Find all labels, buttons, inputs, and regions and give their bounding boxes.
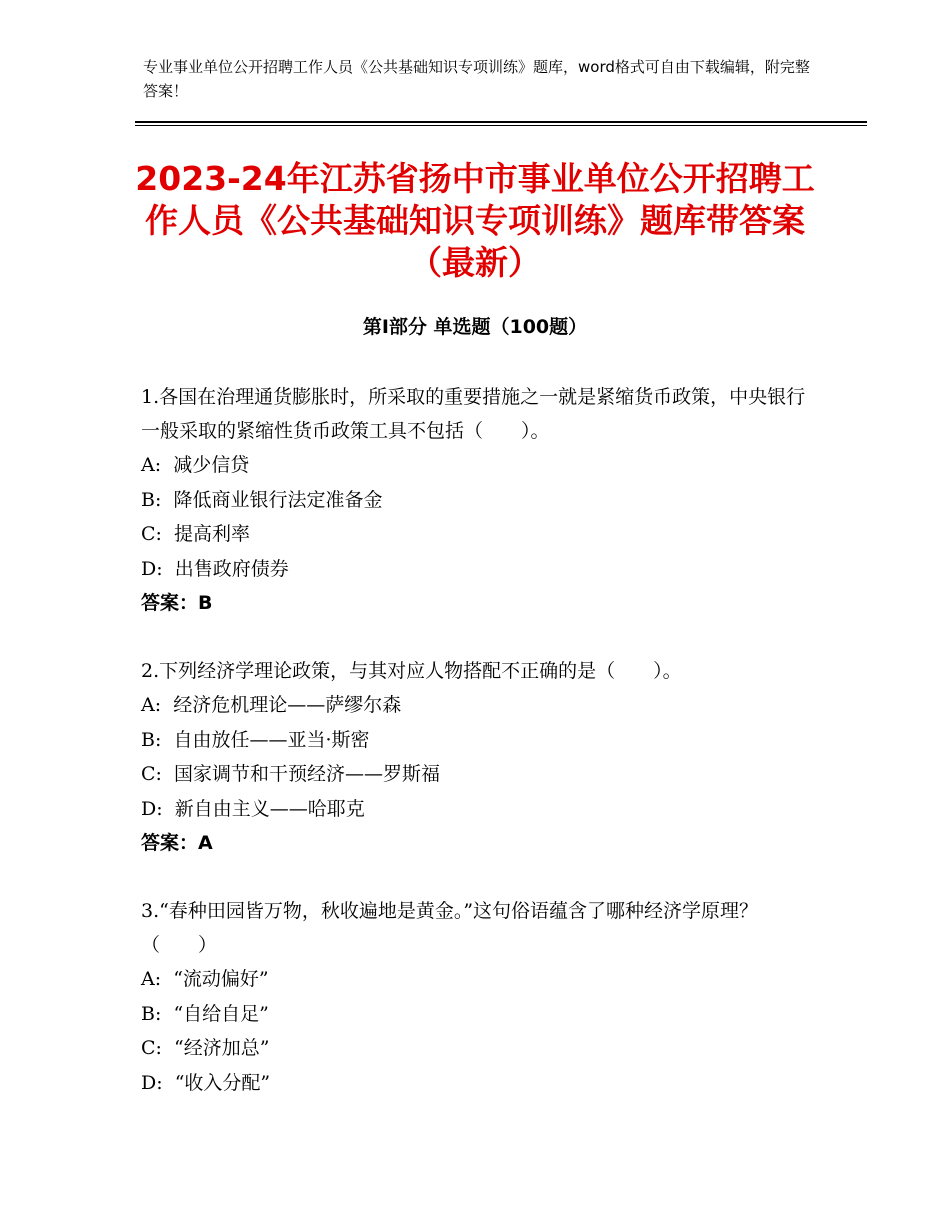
option-a: A: 减少信贷 <box>141 454 250 476</box>
header-divider-thick <box>135 121 867 123</box>
option-c: C: 国家调节和干预经济——罗斯福 <box>141 763 441 785</box>
question-stem: 1.各国在治理通货膨胀时，所采取的重要措施之一就是紧缩货币政策，中央银行一般采取的紧缩性货币政策工具不包括（ ）。 <box>141 386 806 442</box>
question-list <box>141 380 821 1134</box>
header-note: 专业事业单位公开招聘工作人员《公共基础知识专项训练》题库，word格式可自由下载编辑，附完整答案！ <box>143 58 810 100</box>
question-stem: 3.“春种田园皆万物，秋收遍地是黄金。”这句俗语蕴含了哪种经济学原理？（ ） <box>141 900 759 956</box>
header-divider-thin <box>135 125 867 126</box>
question-2 <box>141 654 821 860</box>
option-d: D: 新自由主义——哈耶克 <box>141 797 365 820</box>
option-a: A: 经济危机理论——萨缪尔森 <box>141 694 402 716</box>
option-b: B: “自给自足” <box>141 1002 269 1025</box>
option-d: D: 出售政府债券 <box>141 557 289 580</box>
option-c: C: “经济加总” <box>141 1037 270 1059</box>
answer-label: 答案：B <box>141 592 213 614</box>
section-title: 第Ⅰ部分 单选题（100题） <box>362 316 588 338</box>
answer-label: 答案：A <box>141 832 213 854</box>
option-a: A: “流动偏好” <box>141 968 269 990</box>
option-d: D: “收入分配” <box>141 1071 271 1094</box>
option-c: C: 提高利率 <box>141 523 251 545</box>
question-stem: 2.下列经济学理论政策，与其对应人物搭配不正确的是（ ）。 <box>141 660 682 682</box>
question-1 <box>141 380 821 620</box>
option-b: B: 降低商业银行法定准备金 <box>141 488 383 511</box>
document-title: 2023-24年江苏省扬中市事业单位公开招聘工作人员《公共基础知识专项训练》题库带答案（最新） <box>135 159 815 282</box>
question-3 <box>141 894 821 1100</box>
option-b: B: 自由放任——亚当·斯密 <box>141 728 370 751</box>
